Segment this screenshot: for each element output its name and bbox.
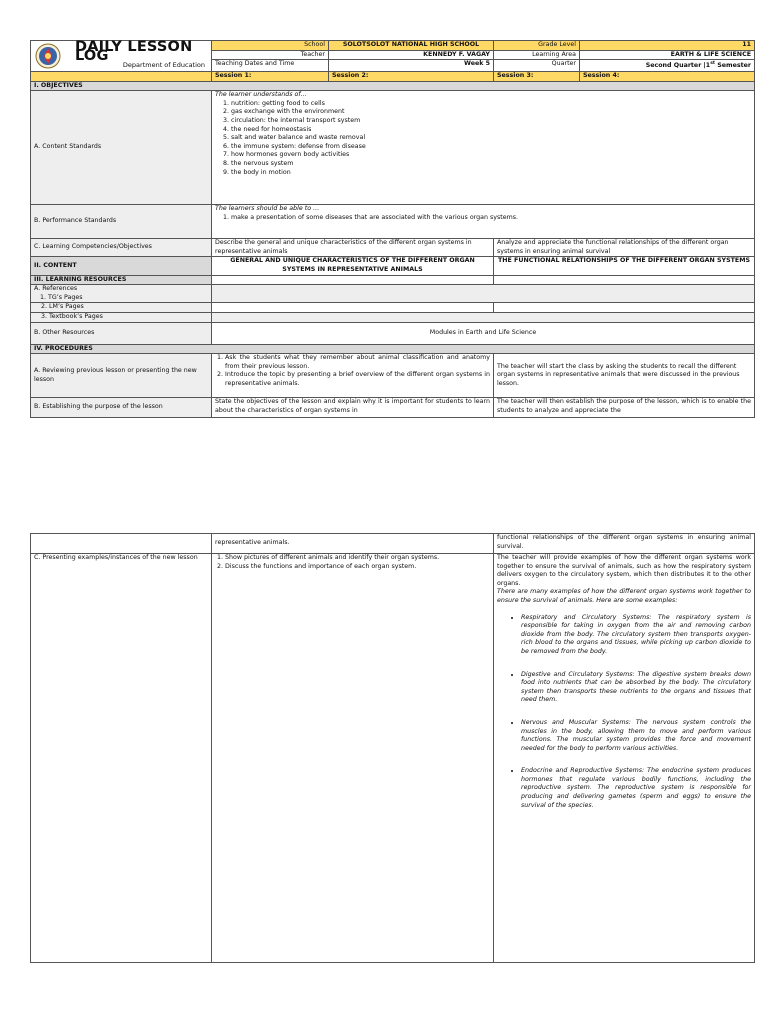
purpose-left-cont: representative animals. bbox=[212, 534, 494, 554]
presenting-examples-list bbox=[215, 554, 490, 571]
performance-standards-list bbox=[215, 214, 751, 223]
content-standards-list bbox=[215, 100, 751, 177]
list-item: 9. the body in motion bbox=[231, 169, 751, 178]
performance-standards-label: B. Performance Standards bbox=[31, 205, 212, 239]
other-resources-value: Modules in Earth and Life Science bbox=[212, 322, 755, 344]
list-item: 8. the nervous system bbox=[231, 160, 751, 169]
grade-label: Grade Level bbox=[494, 41, 580, 51]
list-item: 1. Ask the students what they remember about animal classification and anatomy from their previous lesson. bbox=[225, 354, 490, 371]
list-item: 4. the need for homeostasis bbox=[231, 126, 751, 135]
purpose-left: State the objectives of the lesson and explain why it is important for students to learn about the characteristics of organ systems in bbox=[212, 398, 494, 418]
content-standards-intro: The learner understands of… bbox=[215, 91, 307, 99]
reviewing-list bbox=[215, 354, 490, 388]
references-label-cell bbox=[31, 285, 212, 303]
reviewing-label: A. Reviewing previous lesson or presenting the new lesson bbox=[31, 354, 212, 398]
reviewing-left bbox=[212, 354, 494, 398]
list-item: 1. make a presentation of some diseases that are associated with the various organ systems. bbox=[231, 214, 751, 223]
textbook-pages-value bbox=[212, 312, 755, 322]
references-value bbox=[212, 285, 755, 303]
content-right: THE FUNCTIONAL RELATIONSHIPS OF THE DIFFERENT ORGAN SYSTEMS bbox=[494, 257, 755, 275]
lesson-log-page-2 bbox=[30, 533, 754, 963]
teacher-value: KENNEDY F. VAGAY bbox=[329, 50, 494, 60]
purpose-right-cont: functional relationships of the different organ systems in ensuring animal survival. bbox=[494, 534, 755, 554]
content-standards-cell bbox=[212, 91, 755, 205]
lm-pages-label: 2. LM’s Pages bbox=[31, 303, 212, 313]
area-value: EARTH & LIFE SCIENCE bbox=[580, 50, 755, 60]
lesson-log-page-1 bbox=[30, 40, 754, 418]
teacher-label: Teacher bbox=[212, 50, 329, 60]
presenting-examples-right bbox=[494, 554, 755, 963]
lesson-log-table bbox=[30, 40, 755, 418]
session-4-header: Session 4: bbox=[580, 72, 755, 82]
content-heading: II. CONTENT bbox=[31, 257, 212, 275]
reviewing-right: The teacher will start the class by asking the students to recall the different organ systems in representative animals that were discussed in the previous lesson. bbox=[494, 354, 755, 398]
list-item: • Digestive and Circulatory Systems: The digestive system breaks down food into nutrients that can be absorbed by the body. The circulatory system then transports these nutrients to the organs and tissues that need them. bbox=[521, 671, 751, 705]
resources-blank-left bbox=[212, 275, 494, 285]
list-item: • Nervous and Muscular Systems: The nervous system controls the muscles in the body, allowing them to move and perform various functions. The muscular system provides the force and movement needed for the body to perform various activities. bbox=[521, 719, 751, 753]
presenting-examples-left bbox=[212, 554, 494, 963]
list-item: 3. circulation: the internal transport system bbox=[231, 117, 751, 126]
school-value: SOLOTSOLOT NATIONAL HIGH SCHOOL bbox=[329, 41, 494, 51]
week-value: Week 5 bbox=[329, 60, 494, 72]
lesson-log-table-continued bbox=[30, 533, 755, 963]
examples-intro: The teacher will provide examples of how the different organ systems work together to ensure the survival of animals, such as how the respiratory system delivers oxygen to the circulatory system, which then distributes it to the other organs. bbox=[497, 554, 751, 587]
presenting-examples-label: C. Presenting examples/instances of the new lesson bbox=[31, 554, 212, 963]
resources-heading: III. LEARNING RESOURCES bbox=[31, 275, 212, 285]
session-blank bbox=[31, 72, 212, 82]
content-standards-label: A. Content Standards bbox=[31, 91, 212, 205]
other-resources-label: B. Other Resources bbox=[31, 322, 212, 344]
content-left: GENERAL AND UNIQUE CHARACTERISTICS OF THE DIFFERENT ORGAN SYSTEMS IN REPRESENTATIVE ANIMALS bbox=[212, 257, 494, 275]
session-3-header: Session 3: bbox=[494, 72, 580, 82]
header-logo-block bbox=[31, 41, 212, 72]
area-label: Learning Area bbox=[494, 50, 580, 60]
references-label: A. References bbox=[34, 285, 78, 293]
examples-intro-italic: There are many examples of how the different organ systems work together to ensure the survival of animals. Here are some examples: bbox=[497, 588, 751, 604]
procedures-heading: IV. PROCEDURES bbox=[31, 344, 755, 354]
list-item: 6. the immune system: defense from disease bbox=[231, 143, 751, 152]
deped-seal-icon bbox=[35, 43, 61, 69]
list-item: • Endocrine and Reproductive Systems: The endocrine system produces hormones that regulate various bodily functions, including the reproductive system. The reproductive system is responsible for producing and delivering gametes (sperm and eggs) to ensure the survival of the species. bbox=[521, 767, 751, 810]
dates-label: Teaching Dates and Time bbox=[212, 60, 329, 72]
lm-pages-right bbox=[494, 303, 755, 313]
list-item: 5. salt and water balance and waste removal bbox=[231, 134, 751, 143]
list-item: 7. how hormones govern body activities bbox=[231, 151, 751, 160]
grade-value: 11 bbox=[580, 41, 755, 51]
list-item: 1. Show pictures of different animals and identify their organ systems. bbox=[225, 554, 490, 563]
page-title: DAILY LESSON LOG bbox=[75, 39, 193, 64]
resources-blank-right bbox=[494, 275, 755, 285]
list-item: 1. nutrition: getting food to cells bbox=[231, 100, 751, 109]
list-item: • Respiratory and Circulatory Systems: The respiratory system is responsible for taking in oxygen from the air and removing carbon dioxide from the body. The circulatory system then transports oxygen-rich blood to the organs and tissues, while picking up carbon dioxide to be removed from the body. bbox=[521, 614, 751, 657]
objectives-heading: I. OBJECTIVES bbox=[31, 81, 755, 91]
textbook-pages-label: 3. Textbook’s Pages bbox=[31, 312, 212, 322]
quarter-value: Second Quarter |1st Semester bbox=[580, 60, 755, 72]
department-name: Department of Education bbox=[122, 61, 205, 69]
quarter-label: Quarter bbox=[494, 60, 580, 72]
tg-pages-label: 1. TG’s Pages bbox=[40, 293, 83, 301]
competency-left: Describe the general and unique characteristics of the different organ systems in representative animals bbox=[212, 239, 494, 257]
list-item: 2. Introduce the topic by presenting a brief overview of the different organ systems in representative animals. bbox=[225, 371, 490, 388]
purpose-right: The teacher will then establish the purpose of the lesson, which is to enable the students to analyze and appreciate the bbox=[494, 398, 755, 418]
performance-standards-intro: The learners should be able to … bbox=[215, 205, 320, 213]
school-label: School bbox=[212, 41, 329, 51]
session-1-header: Session 1: bbox=[212, 72, 329, 82]
competencies-label: C. Learning Competencies/Objectives bbox=[31, 239, 212, 257]
session-2-header: Session 2: bbox=[329, 72, 494, 82]
purpose-label-cont bbox=[31, 534, 212, 554]
list-item: 2. gas exchange with the environment bbox=[231, 108, 751, 117]
competency-right: Analyze and appreciate the functional relationships of the different organ systems in ensuring animal survival bbox=[494, 239, 755, 257]
lm-pages-left bbox=[212, 303, 494, 313]
list-item: 2. Discuss the functions and importance of each organ system. bbox=[225, 563, 490, 572]
purpose-label: B. Establishing the purpose of the lesson bbox=[31, 398, 212, 418]
performance-standards-cell bbox=[212, 205, 755, 239]
examples-bullet-list bbox=[497, 614, 751, 811]
